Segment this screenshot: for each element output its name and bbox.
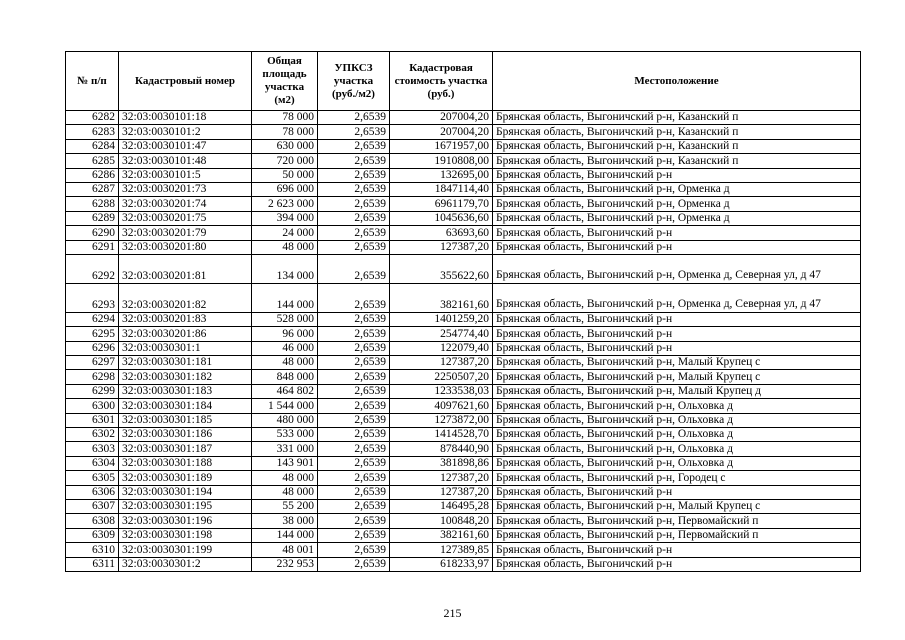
cadastral-number: 32:03:0030301:182: [119, 370, 252, 384]
row-number: 6292: [66, 254, 119, 283]
row-number: 6290: [66, 226, 119, 240]
rate-value: 2,6539: [318, 283, 390, 312]
cost-value: 1273872,00: [390, 413, 493, 427]
cost-value: 2250507,20: [390, 370, 493, 384]
cadastral-number: 32:03:0030201:73: [119, 182, 252, 196]
row-number: 6308: [66, 514, 119, 528]
cadastral-number: 32:03:0030201:74: [119, 197, 252, 211]
cadastral-number: 32:03:0030301:194: [119, 485, 252, 499]
table-row: [66, 211, 861, 225]
row-number: 6285: [66, 154, 119, 168]
cadastral-number: 32:03:0030301:185: [119, 413, 252, 427]
rate-value: 2,6539: [318, 499, 390, 513]
row-number: 6284: [66, 139, 119, 153]
area-value: 464 802: [252, 384, 318, 398]
area-value: 1 544 000: [252, 399, 318, 413]
cost-value: 355622,60: [390, 254, 493, 283]
area-value: 38 000: [252, 514, 318, 528]
row-number: 6294: [66, 312, 119, 326]
row-number: 6309: [66, 528, 119, 542]
area-value: 394 000: [252, 211, 318, 225]
rate-value: 2,6539: [318, 254, 390, 283]
cadastral-number: 32:03:0030301:188: [119, 456, 252, 470]
row-number: 6297: [66, 356, 119, 370]
cost-value: 1401259,20: [390, 312, 493, 326]
area-value: 24 000: [252, 226, 318, 240]
table-row: [66, 528, 861, 542]
cost-value: 1671957,00: [390, 139, 493, 153]
location-text: Брянская область, Выгоничский р-н: [493, 341, 861, 355]
table-row: [66, 499, 861, 513]
table-header-row: [66, 52, 861, 111]
cadastral-number: 32:03:0030201:79: [119, 226, 252, 240]
table-row: [66, 182, 861, 196]
table-row: [66, 125, 861, 139]
rate-value: 2,6539: [318, 211, 390, 225]
location-text: Брянская область, Выгоничский р-н, Первомайский п: [493, 514, 861, 528]
area-value: 78 000: [252, 125, 318, 139]
cadastral-number: 32:03:0030301:184: [119, 399, 252, 413]
rate-value: 2,6539: [318, 125, 390, 139]
row-number: 6307: [66, 499, 119, 513]
rate-value: 2,6539: [318, 471, 390, 485]
location-text: Брянская область, Выгоничский р-н, Городец с: [493, 471, 861, 485]
cadastral-number: 32:03:0030101:18: [119, 111, 252, 125]
area-value: 134 000: [252, 254, 318, 283]
cost-value: 1045636,60: [390, 211, 493, 225]
table-row: [66, 370, 861, 384]
cadastral-number: 32:03:0030101:2: [119, 125, 252, 139]
cadastral-number: 32:03:0030101:47: [119, 139, 252, 153]
cadastral-number: 32:03:0030301:183: [119, 384, 252, 398]
location-text: Брянская область, Выгоничский р-н, Казанский п: [493, 154, 861, 168]
cost-value: 132695,00: [390, 168, 493, 182]
location-text: Брянская область, Выгоничский р-н, Малый Крупец с: [493, 499, 861, 513]
table-row: [66, 283, 861, 312]
rate-value: 2,6539: [318, 182, 390, 196]
header-location: Местоположение: [493, 52, 861, 111]
rate-value: 2,6539: [318, 557, 390, 571]
cadastral-number: 32:03:0030301:2: [119, 557, 252, 571]
cadastral-number: 32:03:0030201:86: [119, 327, 252, 341]
row-number: 6291: [66, 240, 119, 254]
area-value: 144 000: [252, 528, 318, 542]
location-text: Брянская область, Выгоничский р-н: [493, 557, 861, 571]
cadastral-number: 32:03:0030201:81: [119, 254, 252, 283]
area-value: 848 000: [252, 370, 318, 384]
location-text: Брянская область, Выгоничский р-н, Орменка д, Северная ул, д 47: [493, 283, 861, 312]
rate-value: 2,6539: [318, 139, 390, 153]
row-number: 6301: [66, 413, 119, 427]
area-value: 143 901: [252, 456, 318, 470]
cost-value: 63693,60: [390, 226, 493, 240]
row-number: 6304: [66, 456, 119, 470]
table-row: [66, 341, 861, 355]
area-value: 48 001: [252, 543, 318, 557]
area-value: 48 000: [252, 240, 318, 254]
row-number: 6310: [66, 543, 119, 557]
row-number: 6306: [66, 485, 119, 499]
table-row: [66, 442, 861, 456]
location-text: Брянская область, Выгоничский р-н: [493, 543, 861, 557]
area-value: 78 000: [252, 111, 318, 125]
rate-value: 2,6539: [318, 154, 390, 168]
row-number: 6296: [66, 341, 119, 355]
location-text: Брянская область, Выгоничский р-н, Первомайский п: [493, 528, 861, 542]
page-number: 215: [443, 606, 462, 620]
rate-value: 2,6539: [318, 428, 390, 442]
row-number: 6295: [66, 327, 119, 341]
table-row: [66, 543, 861, 557]
row-number: 6298: [66, 370, 119, 384]
cadastral-number: 32:03:0030201:83: [119, 312, 252, 326]
row-number: 6287: [66, 182, 119, 196]
rate-value: 2,6539: [318, 356, 390, 370]
area-value: 48 000: [252, 471, 318, 485]
row-number: 6283: [66, 125, 119, 139]
area-value: 144 000: [252, 283, 318, 312]
area-value: 696 000: [252, 182, 318, 196]
rate-value: 2,6539: [318, 413, 390, 427]
cost-value: 207004,20: [390, 125, 493, 139]
rate-value: 2,6539: [318, 485, 390, 499]
cadastral-number: 32:03:0030301:195: [119, 499, 252, 513]
location-text: Брянская область, Выгоничский р-н, Ольховка д: [493, 399, 861, 413]
row-number: 6286: [66, 168, 119, 182]
table-row: [66, 226, 861, 240]
location-text: Брянская область, Выгоничский р-н, Казанский п: [493, 139, 861, 153]
table-row: [66, 312, 861, 326]
area-value: 2 623 000: [252, 197, 318, 211]
location-text: Брянская область, Выгоничский р-н: [493, 327, 861, 341]
cost-value: 1233538,03: [390, 384, 493, 398]
cost-value: 878440,90: [390, 442, 493, 456]
row-number: 6300: [66, 399, 119, 413]
cost-value: 100848,20: [390, 514, 493, 528]
location-text: Брянская область, Выгоничский р-н: [493, 312, 861, 326]
cost-value: 4097621,60: [390, 399, 493, 413]
cadastral-number: 32:03:0030201:75: [119, 211, 252, 225]
rate-value: 2,6539: [318, 384, 390, 398]
row-number: 6293: [66, 283, 119, 312]
cadastral-number: 32:03:0030201:80: [119, 240, 252, 254]
table-row: [66, 456, 861, 470]
cost-value: 254774,40: [390, 327, 493, 341]
table-row: [66, 428, 861, 442]
table-row: [66, 413, 861, 427]
area-value: 232 953: [252, 557, 318, 571]
cadastral-number: 32:03:0030301:199: [119, 543, 252, 557]
cost-value: 127387,20: [390, 356, 493, 370]
table-row: [66, 471, 861, 485]
cadastral-table: [65, 51, 861, 572]
cadastral-number: 32:03:0030201:82: [119, 283, 252, 312]
location-text: Брянская область, Выгоничский р-н: [493, 168, 861, 182]
cost-value: 382161,60: [390, 528, 493, 542]
cost-value: 382161,60: [390, 283, 493, 312]
row-number: 6288: [66, 197, 119, 211]
rate-value: 2,6539: [318, 111, 390, 125]
location-text: Брянская область, Выгоничский р-н, Малый Крупец с: [493, 370, 861, 384]
area-value: 533 000: [252, 428, 318, 442]
cost-value: 122079,40: [390, 341, 493, 355]
row-number: 6311: [66, 557, 119, 571]
table-row: [66, 514, 861, 528]
rate-value: 2,6539: [318, 226, 390, 240]
location-text: Брянская область, Выгоничский р-н, Орменка д, Северная ул, д 47: [493, 254, 861, 283]
area-value: 48 000: [252, 356, 318, 370]
cadastral-number: 32:03:0030301:186: [119, 428, 252, 442]
cost-value: 207004,20: [390, 111, 493, 125]
cadastral-number: 32:03:0030301:1: [119, 341, 252, 355]
table-row: [66, 240, 861, 254]
row-number: 6282: [66, 111, 119, 125]
header-cost: Кадастровая стоимость участка (руб.): [390, 52, 493, 111]
location-text: Брянская область, Выгоничский р-н, Ольховка д: [493, 456, 861, 470]
row-number: 6302: [66, 428, 119, 442]
location-text: Брянская область, Выгоничский р-н, Ольховка д: [493, 413, 861, 427]
header-cadastral-number: Кадастровый номер: [119, 52, 252, 111]
rate-value: 2,6539: [318, 543, 390, 557]
location-text: Брянская область, Выгоничский р-н: [493, 226, 861, 240]
cost-value: 127387,20: [390, 471, 493, 485]
area-value: 480 000: [252, 413, 318, 427]
cost-value: 1910808,00: [390, 154, 493, 168]
rate-value: 2,6539: [318, 514, 390, 528]
rate-value: 2,6539: [318, 197, 390, 211]
cost-value: 1414528,70: [390, 428, 493, 442]
table-row: [66, 111, 861, 125]
cadastral-number: 32:03:0030101:48: [119, 154, 252, 168]
table-row: [66, 356, 861, 370]
location-text: Брянская область, Выгоничский р-н: [493, 240, 861, 254]
rate-value: 2,6539: [318, 312, 390, 326]
table-row: [66, 485, 861, 499]
table-row: [66, 154, 861, 168]
cadastral-number: 32:03:0030301:189: [119, 471, 252, 485]
area-value: 720 000: [252, 154, 318, 168]
row-number: 6305: [66, 471, 119, 485]
table-row: [66, 197, 861, 211]
location-text: Брянская область, Выгоничский р-н, Казанский п: [493, 111, 861, 125]
area-value: 331 000: [252, 442, 318, 456]
table-row: [66, 327, 861, 341]
cadastral-number: 32:03:0030101:5: [119, 168, 252, 182]
rate-value: 2,6539: [318, 240, 390, 254]
location-text: Брянская область, Выгоничский р-н, Малый Крупец с: [493, 356, 861, 370]
location-text: Брянская область, Выгоничский р-н, Ольховка д: [493, 428, 861, 442]
location-text: Брянская область, Выгоничский р-н, Ольховка д: [493, 442, 861, 456]
area-value: 528 000: [252, 312, 318, 326]
cost-value: 127389,85: [390, 543, 493, 557]
rate-value: 2,6539: [318, 456, 390, 470]
cost-value: 146495,28: [390, 499, 493, 513]
table-row: [66, 557, 861, 571]
location-text: Брянская область, Выгоничский р-н: [493, 485, 861, 499]
row-number: 6303: [66, 442, 119, 456]
area-value: 48 000: [252, 485, 318, 499]
area-value: 50 000: [252, 168, 318, 182]
rate-value: 2,6539: [318, 528, 390, 542]
cadastral-number: 32:03:0030301:196: [119, 514, 252, 528]
rate-value: 2,6539: [318, 327, 390, 341]
rate-value: 2,6539: [318, 399, 390, 413]
rate-value: 2,6539: [318, 442, 390, 456]
table-row: [66, 139, 861, 153]
header-num: № п/п: [66, 52, 119, 111]
location-text: Брянская область, Выгоничский р-н, Орменка д: [493, 211, 861, 225]
location-text: Брянская область, Выгоничский р-н, Казанский п: [493, 125, 861, 139]
rate-value: 2,6539: [318, 168, 390, 182]
table-row: [66, 254, 861, 283]
table-row: [66, 168, 861, 182]
area-value: 630 000: [252, 139, 318, 153]
area-value: 96 000: [252, 327, 318, 341]
cost-value: 618233,97: [390, 557, 493, 571]
cost-value: 1847114,40: [390, 182, 493, 196]
location-text: Брянская область, Выгоничский р-н, Малый Крупец д: [493, 384, 861, 398]
location-text: Брянская область, Выгоничский р-н, Орменка д: [493, 197, 861, 211]
area-value: 46 000: [252, 341, 318, 355]
row-number: 6289: [66, 211, 119, 225]
row-number: 6299: [66, 384, 119, 398]
area-value: 55 200: [252, 499, 318, 513]
cadastral-number: 32:03:0030301:198: [119, 528, 252, 542]
location-text: Брянская область, Выгоничский р-н, Орменка д: [493, 182, 861, 196]
cadastral-number: 32:03:0030301:187: [119, 442, 252, 456]
header-area: Общая площадь участка (м2): [252, 52, 318, 111]
cost-value: 127387,20: [390, 485, 493, 499]
cost-value: 6961179,70: [390, 197, 493, 211]
header-rate: УПКСЗ участка (руб./м2): [318, 52, 390, 111]
cost-value: 381898,86: [390, 456, 493, 470]
cadastral-number: 32:03:0030301:181: [119, 356, 252, 370]
rate-value: 2,6539: [318, 370, 390, 384]
rate-value: 2,6539: [318, 341, 390, 355]
table-row: [66, 384, 861, 398]
table-row: [66, 399, 861, 413]
cost-value: 127387,20: [390, 240, 493, 254]
